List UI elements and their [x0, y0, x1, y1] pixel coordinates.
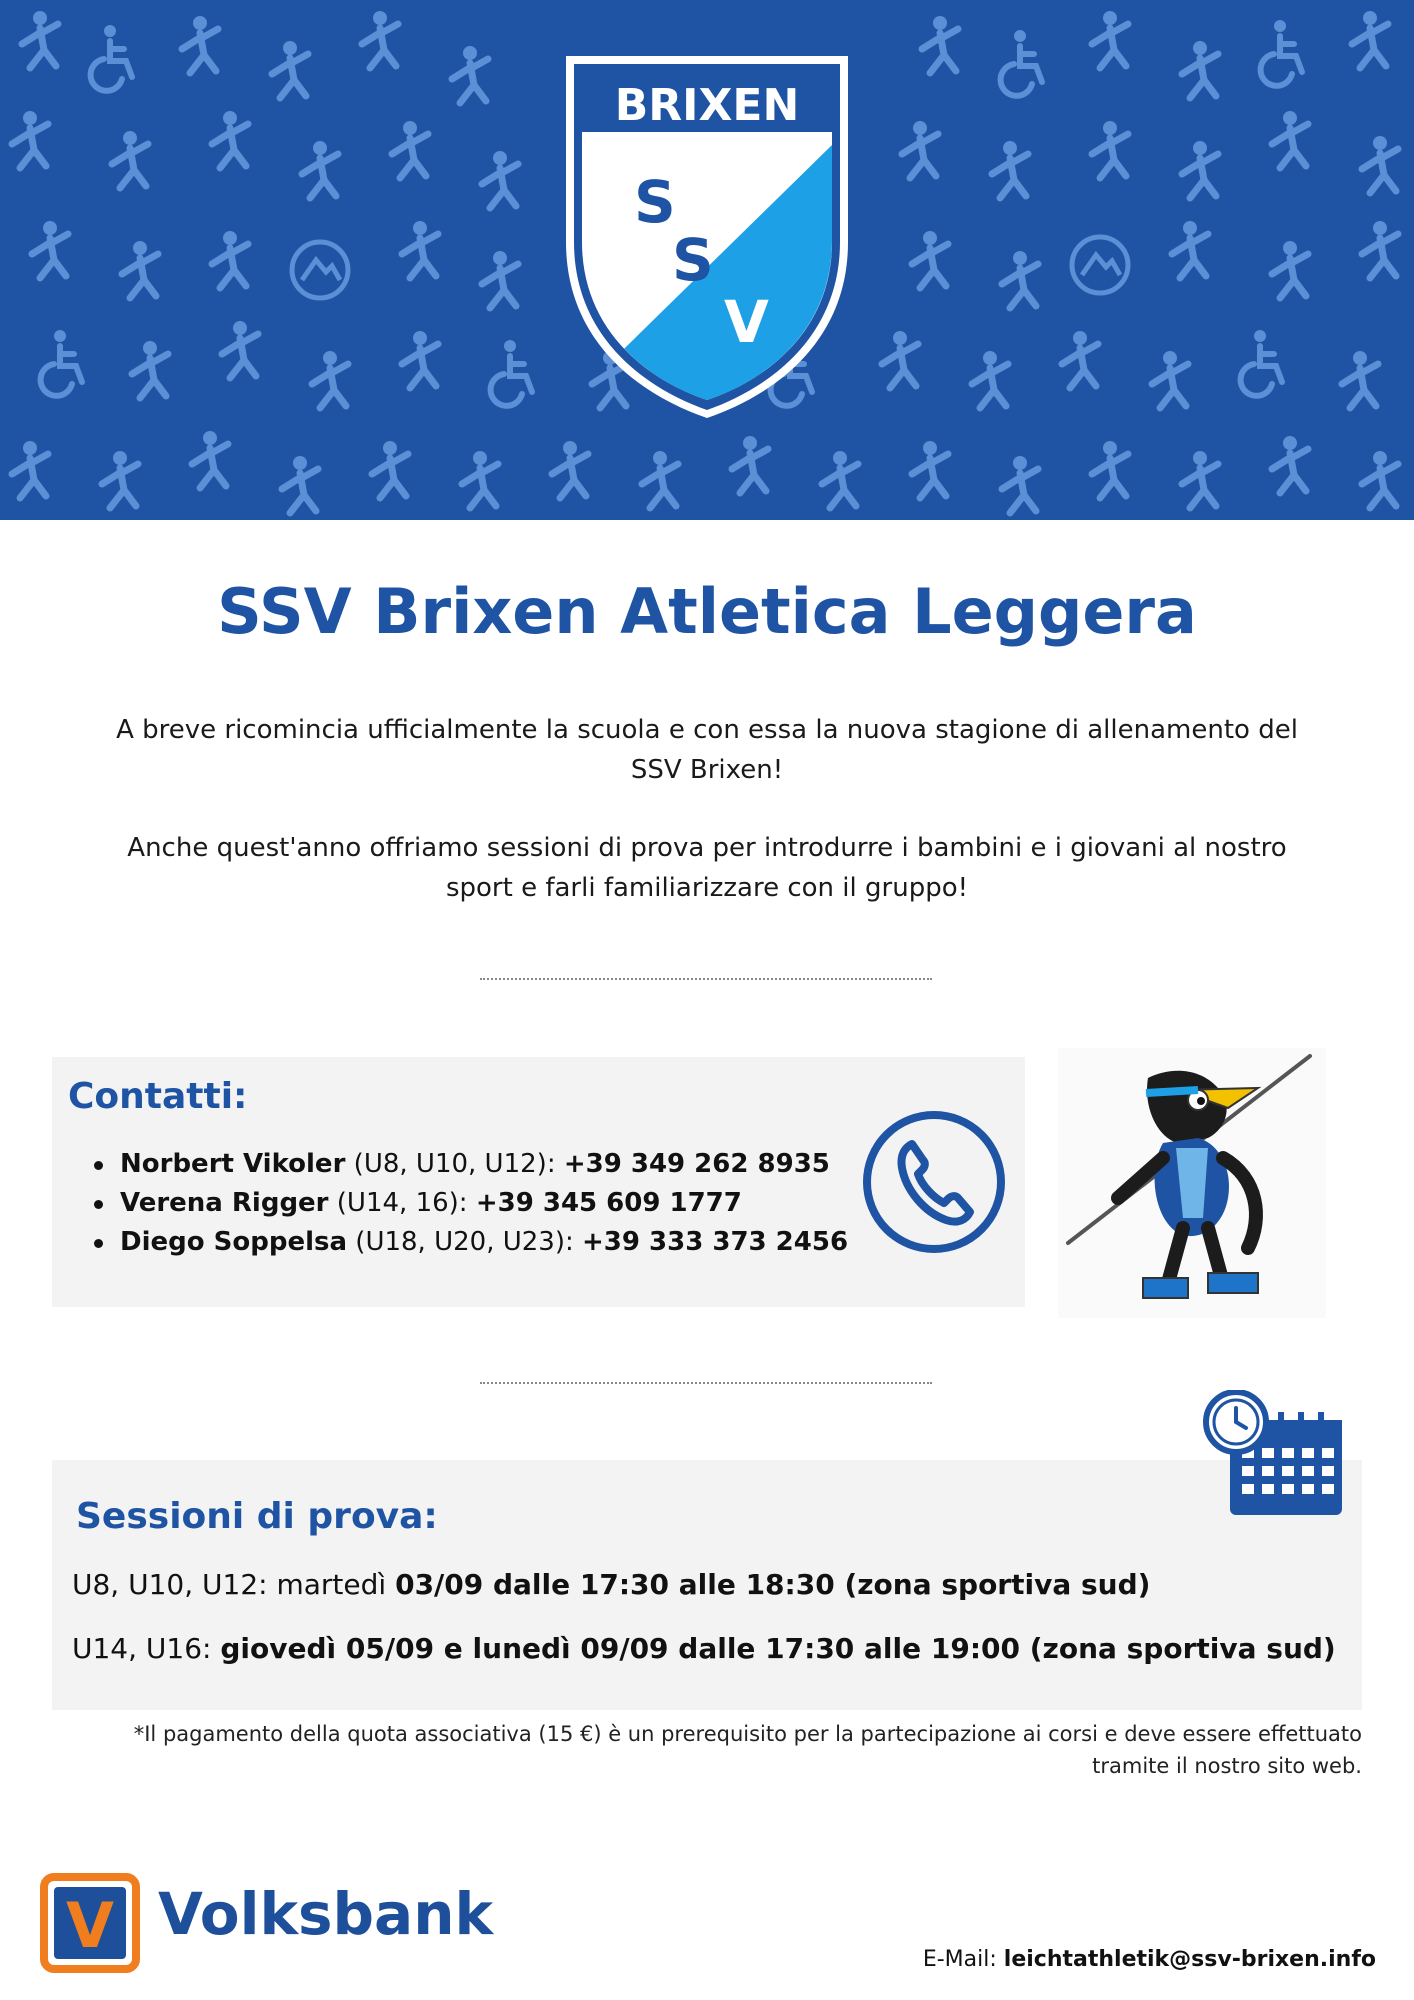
contact-item [120, 1223, 848, 1262]
contact-phone[interactable]: +39 345 609 1777 [475, 1188, 742, 1218]
contacts-heading: Contatti: [68, 1076, 248, 1117]
mascot-javelin-illustration [1058, 1048, 1326, 1318]
contact-groups: (U14, 16): [328, 1188, 476, 1218]
footnote-line-2: tramite il nostro sito web. [1092, 1754, 1362, 1778]
contact-item [120, 1184, 848, 1223]
intro-paragraph-1: A breve ricomincia ufficialmente la scuola e con essa la nuova stagione di allenamento del SSV Brixen! [116, 715, 1298, 785]
contact-name: Norbert Vikoler [120, 1149, 346, 1179]
contact-groups: (U18, U20, U23): [347, 1227, 583, 1257]
logo-letter-3: V [724, 288, 769, 356]
session-line [72, 1568, 1150, 1601]
contact-name: Verena Rigger [120, 1188, 329, 1218]
email-label: E-Mail: [922, 1947, 1004, 1972]
page-title: SSV Brixen Atletica Leggera [217, 575, 1197, 648]
session-details: giovedì 05/09 e lunedì 09/09 dalle 17:30 alle 19:00 (zona sportiva sud) [220, 1632, 1336, 1665]
contacts-list [120, 1145, 848, 1262]
contact-item [120, 1145, 848, 1184]
session-prefix: U8, U10, U12: martedì [72, 1568, 396, 1601]
contact-phone[interactable]: +39 349 262 8935 [563, 1149, 830, 1179]
divider [480, 978, 932, 980]
intro-text [90, 710, 1324, 908]
sponsor-name: Volksbank [158, 1880, 494, 1948]
payment-footnote [40, 1718, 1362, 1782]
email-address[interactable]: leichtathletik@ssv-brixen.info [1003, 1947, 1376, 1972]
session-line [72, 1632, 1336, 1665]
email-contact [923, 1947, 1376, 1972]
contact-name: Diego Soppelsa [120, 1227, 348, 1257]
phone-icon [860, 1108, 1008, 1256]
sessions-heading: Sessioni di prova: [76, 1496, 438, 1537]
volksbank-logo [40, 1873, 140, 1973]
ssv-brixen-logo [552, 50, 862, 420]
intro-paragraph-2: Anche quest'anno offriamo sessioni di prova per introdurre i bambini e i giovani al nostro sport e farli familiarizzare con il gruppo! [127, 833, 1287, 903]
divider [480, 1382, 932, 1384]
contact-groups: (U8, U10, U12): [345, 1149, 564, 1179]
session-details: 03/09 dalle 17:30 alle 18:30 (zona sportiva sud) [395, 1568, 1151, 1601]
calendar-clock-icon [1200, 1390, 1350, 1520]
footnote-line-1: *Il pagamento della quota associativa (15 €) è un prerequisito per la partecipazione ai corsi e deve essere effettuato [133, 1722, 1362, 1746]
volksbank-logo-letter: V [66, 1889, 114, 1962]
session-prefix: U14, U16: [72, 1632, 221, 1665]
logo-letter-1: S [634, 168, 676, 236]
header-banner [0, 0, 1414, 520]
logo-letter-2: S [672, 226, 714, 294]
logo-brixen-text: BRIXEN [614, 80, 800, 131]
contact-phone[interactable]: +39 333 373 2456 [582, 1227, 849, 1257]
